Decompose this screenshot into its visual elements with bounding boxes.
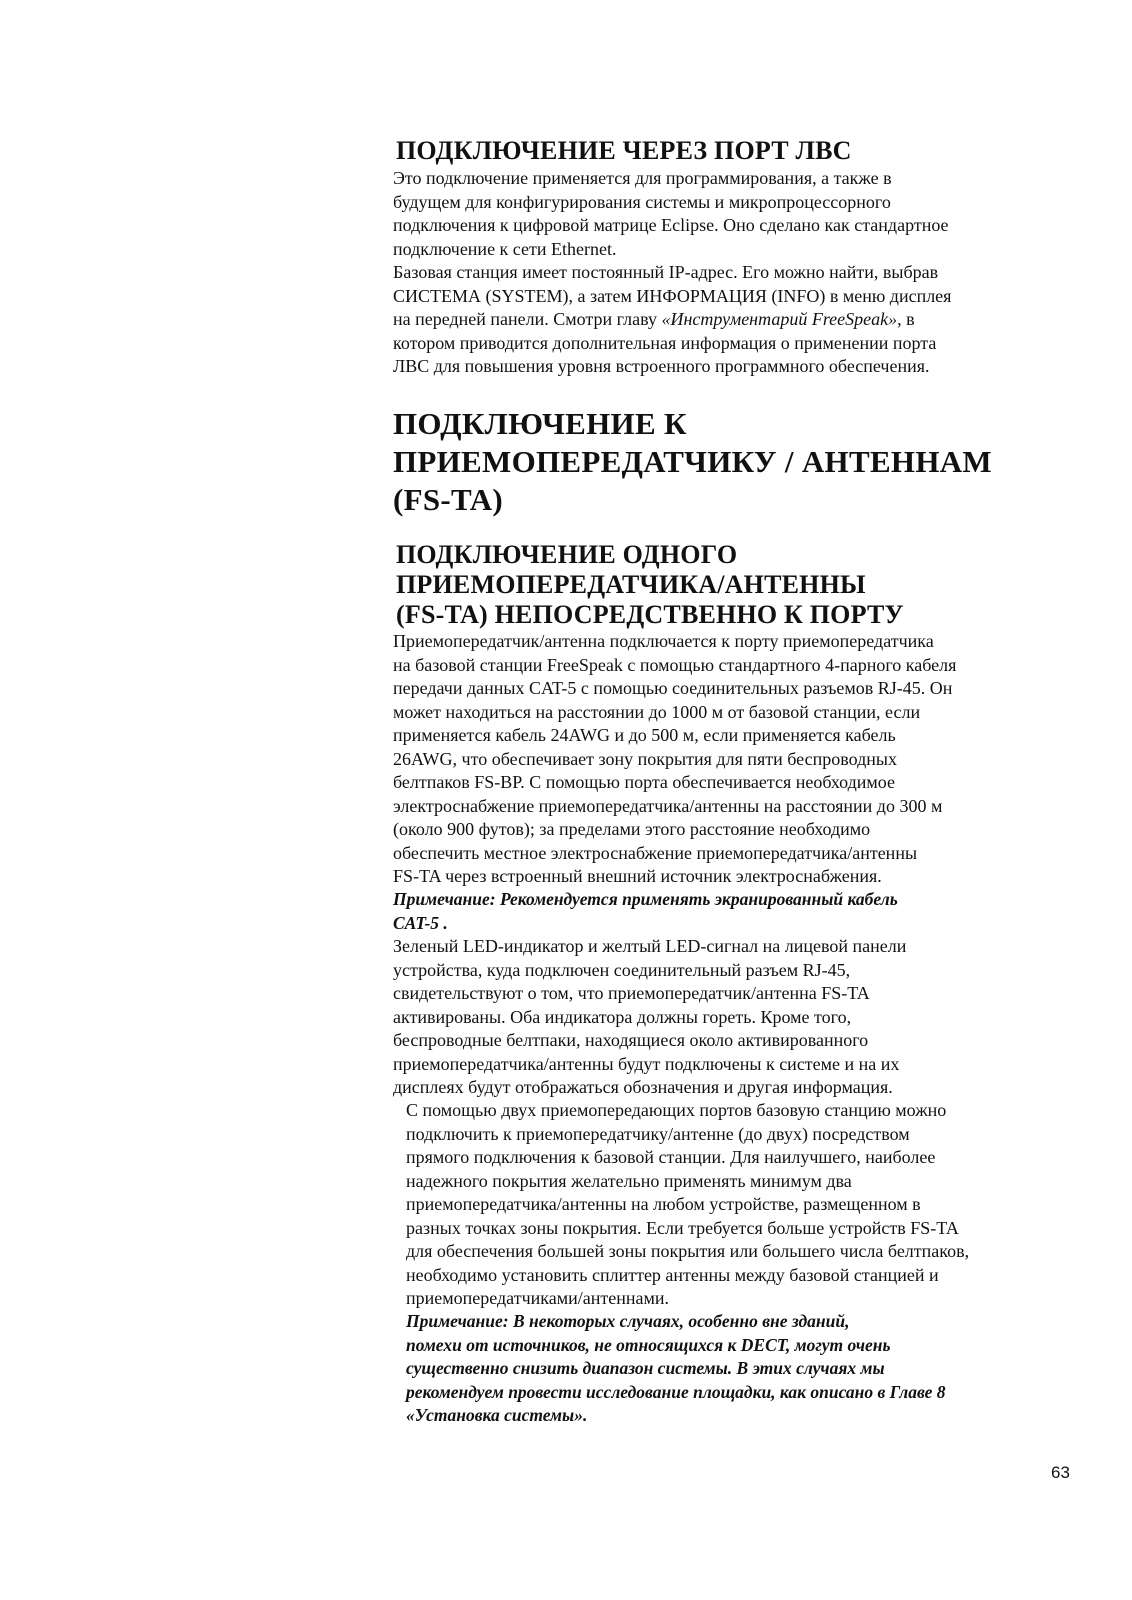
text-line: разных точках зоны покрытия. Если требуется больше устройств FS-TA bbox=[406, 1217, 959, 1238]
text-line: Приемопередатчик/антенна подключается к порту приемопередатчика bbox=[393, 631, 934, 651]
text-line bbox=[393, 308, 1073, 332]
text-line: Базовая станция имеет постоянный IP-адрес. Его можно найти, выбрав bbox=[393, 262, 939, 282]
text-line: подключения к цифровой матрице Eclipse. Оно сделано как стандартное bbox=[393, 215, 949, 235]
note-line: Примечание: Рекомендуется применять экранированный кабель bbox=[393, 889, 898, 909]
text-line: прямого подключения к базовой станции. Для наилучшего, наиболее bbox=[406, 1147, 936, 1167]
text-line: подключение к сети Ethernet. bbox=[393, 238, 617, 259]
lan-port-paragraph-2 bbox=[393, 261, 1073, 379]
text-line: надежного покрытия желательно применять минимум два bbox=[406, 1170, 852, 1191]
text-line: (около 900 футов); за пределами этого расстояние необходимо bbox=[393, 819, 871, 839]
heading-single-transceiver bbox=[396, 540, 1076, 630]
text-line: СИСТЕМА (SYSTEM), а затем ИНФОРМАЦИЯ (INFO) в меню дисплея bbox=[393, 285, 952, 306]
note-shielded-cable bbox=[393, 888, 1073, 935]
note-line: «Установка системы». bbox=[406, 1405, 588, 1425]
note-line: рекомендуем провести исследование площадки, как описано в Главе 8 bbox=[406, 1381, 946, 1402]
heading-line: (FS-TA) bbox=[393, 482, 504, 517]
text-line: необходимо установить сплиттер антенны между базовой станцией и bbox=[406, 1264, 939, 1285]
lan-port-paragraph-1 bbox=[393, 167, 1073, 261]
text-line: применяется кабель 24AWG и до 500 м, если применяется кабель bbox=[393, 725, 896, 745]
note-line: существенно снизить диапазон системы. В этих случаях мы bbox=[406, 1358, 885, 1378]
heading-line: ПОДКЛЮЧЕНИЕ ОДНОГО bbox=[396, 540, 738, 569]
text-line: устройства, куда подключен соединительный разъем RJ-45, bbox=[393, 959, 851, 980]
text-line: на базовой станции FreeSpeak с помощью стандартного 4-парного кабеля bbox=[393, 654, 957, 675]
single-transceiver-paragraph-2 bbox=[393, 935, 1073, 1100]
heading-line: ПРИЕМОПЕРЕДАТЧИКУ / АНТЕННАМ bbox=[393, 444, 992, 479]
text-line: Зеленый LED-индикатор и желтый LED-сигнал на лицевой панели bbox=[393, 936, 907, 956]
heading-line: ПОДКЛЮЧЕНИЕ К bbox=[393, 406, 687, 441]
text-line: котором приводится дополнительная информация о применении порта bbox=[393, 332, 937, 353]
text-line: ЛВС для повышения уровня встроенного программного обеспечения. bbox=[393, 356, 930, 376]
text-line: беспроводные белтпаки, находящиеся около активированного bbox=[393, 1030, 869, 1050]
text-line: подключить к приемопередатчику/антенне (до двух) посредством bbox=[406, 1123, 910, 1144]
text-line: обеспечить местное электроснабжение приемопередатчика/антенны bbox=[393, 842, 918, 863]
note-line: CAT-5 . bbox=[393, 912, 448, 933]
section-lan-port bbox=[396, 136, 1076, 166]
text-line: 26AWG, что обеспечивает зону покрытия для пяти беспроводных bbox=[393, 748, 897, 769]
text-line: будущем для конфигурирования системы и микропроцессорного bbox=[393, 191, 891, 212]
heading-lan-port: ПОДКЛЮЧЕНИЕ ЧЕРЕЗ ПОРТ ЛВС bbox=[396, 136, 852, 165]
text-line: может находиться на расстоянии до 1000 м от базовой станции, если bbox=[393, 701, 921, 722]
text-line: для обеспечения большей зоны покрытия или большего числа белтпаков, bbox=[406, 1241, 970, 1261]
text-line: электроснабжение приемопередатчика/антенны на расстоянии до 300 м bbox=[393, 795, 943, 816]
text-line: свидетельствуют о том, что приемопередатчик/антенна FS-TA bbox=[393, 983, 870, 1003]
page-number: 63 bbox=[1051, 1463, 1070, 1482]
heading-line: (FS-TA) НЕПОСРЕДСТВЕННО К ПОРТУ bbox=[396, 600, 904, 629]
text-line: активированы. Оба индикатора должны гореть. Кроме того, bbox=[393, 1006, 852, 1027]
note-line: помехи от источников, не относящихся к DECT, могут очень bbox=[406, 1334, 891, 1355]
text-fragment: в bbox=[901, 309, 915, 329]
text-line: передачи данных CAT-5 с помощью соединительных разъемов RJ-45. Он bbox=[393, 678, 953, 698]
text-line: С помощью двух приемопередающих портов базовую станцию можно bbox=[406, 1100, 947, 1120]
single-transceiver-paragraph-3 bbox=[406, 1099, 1086, 1311]
section-single-transceiver bbox=[396, 540, 1076, 630]
text-line: белтпаков FS-BP. С помощью порта обеспечивается необходимое bbox=[393, 772, 896, 792]
note-line: Примечание: В некоторых случаях, особенно вне зданий, bbox=[406, 1311, 850, 1331]
text-fragment: на передней панели. Смотри главу bbox=[393, 309, 662, 329]
heading-line: ПРИЕМОПЕРЕДАТЧИКА/АНТЕННЫ bbox=[396, 570, 866, 599]
single-transceiver-paragraph-1 bbox=[393, 630, 1073, 889]
section-transceiver-connection bbox=[393, 405, 1073, 519]
text-line: приемопередатчика/антенны будут подключены к системе и на их bbox=[393, 1053, 900, 1074]
text-line: приемопередатчика/антенны на любом устройстве, размещенном в bbox=[406, 1194, 921, 1214]
text-line: дисплеях будут отображаться обозначения и другая информация. bbox=[393, 1077, 893, 1097]
chapter-reference: «Инструментарий FreeSpeak», bbox=[661, 309, 902, 329]
note-dect-interference bbox=[406, 1310, 1086, 1428]
text-line: приемопередатчиками/антеннами. bbox=[406, 1288, 669, 1308]
text-line: FS-TA через встроенный внешний источник электроснабжения. bbox=[393, 866, 882, 886]
text-line: Это подключение применяется для программирования, а также в bbox=[393, 168, 892, 188]
heading-transceiver-connection bbox=[393, 405, 1073, 519]
